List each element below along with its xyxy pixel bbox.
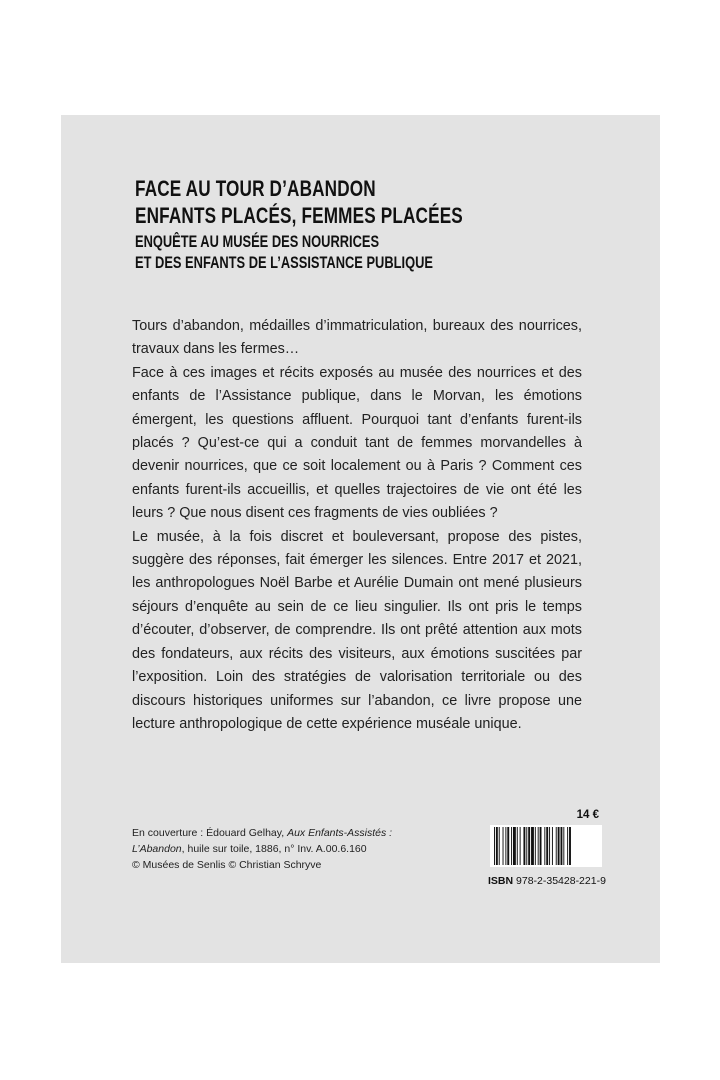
isbn bbox=[488, 875, 606, 887]
barcode-icon bbox=[490, 825, 602, 867]
blurb-paragraph-3: Le musée, à la fois discret et bouleversant, propose des pistes, suggère des réponses, fait émerger les silences. Entre 2017 et 2021, les anthropologues Noël Barbe et Aurélie Dumain ont mené plusieurs séjours d’enquête au sein de ce lieu singulier. Ils ont pris le temps d’écouter, d’observer, de comprendre. Ils ont prêté attention aux mots des fondateurs, aux récits des visiteurs, aux émotions suscitées par l’exposition. Loin des stratégies de valorisation territoriale ou des discours historiques uniformes sur l’abandon, ce livre propose une lecture anthropologique de cette expérience muséale unique. bbox=[132, 528, 582, 732]
book-subtitle-line-2: ET DES ENFANTS DE L’ASSISTANCE PUBLIQUE bbox=[135, 254, 433, 272]
blurb bbox=[132, 315, 582, 736]
credit-prefix: En couverture : Édouard Gelhay, bbox=[132, 827, 288, 839]
cover-credit bbox=[132, 825, 452, 873]
price-label: 14 € bbox=[576, 809, 599, 821]
blurb-paragraph-1: Tours d’abandon, médailles d’immatriculation, bureaux des nourrices, travaux dans les fermes… bbox=[132, 318, 582, 358]
barcode-graphic bbox=[493, 827, 599, 865]
isbn-label: ISBN bbox=[488, 875, 514, 887]
isbn-number: 978-2-35428-221-9 bbox=[516, 875, 606, 887]
book-subtitle-line-1: ENQUÊTE AU MUSÉE DES NOURRICES bbox=[135, 233, 380, 251]
credit-work-title-a: Aux Enfants-Assistés : bbox=[287, 827, 393, 839]
blurb-paragraph-2: Face à ces images et récits exposés au musée des nourrices et des enfants de l’Assistance publique, dans le Morvan, les émotions émergent, les questions affluent. Pourquoi tant d’enfants furent-ils placés ? Qu’est-ce qui a conduit tant de femmes morvandelles à devenir nourrices, que ce soit localement ou à Paris ? Comment ces enfants furent-ils accueillis, et quelles trajectoires de vie ont été les leurs ? Que nous disent ces fragments de vies oubliées ? bbox=[132, 364, 582, 522]
book-title-line-1: FACE AU TOUR D’ABANDON bbox=[135, 176, 376, 201]
credit-copyright: © Musées de Senlis © Christian Schryve bbox=[132, 859, 322, 871]
title-block bbox=[135, 175, 605, 274]
back-cover bbox=[61, 115, 660, 963]
credit-work-title-b: L’Abandon bbox=[132, 843, 182, 855]
credit-details: , huile sur toile, 1886, n° Inv. A.00.6.160 bbox=[181, 843, 367, 855]
book-title-line-2: ENFANTS PLACÉS, FEMMES PLACÉES bbox=[135, 203, 463, 228]
